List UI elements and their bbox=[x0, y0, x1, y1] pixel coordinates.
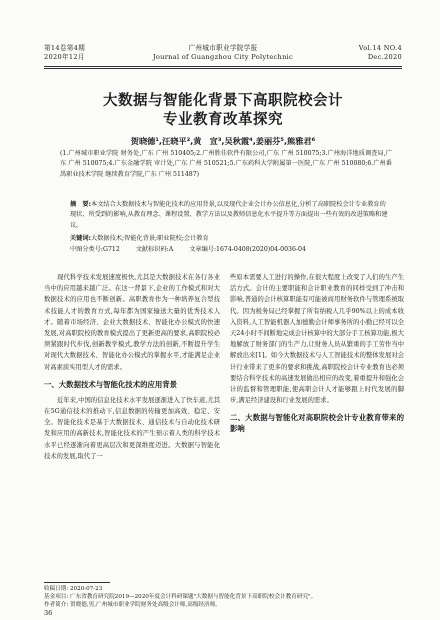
body-column-right bbox=[230, 272, 404, 439]
header-right bbox=[359, 44, 402, 62]
paragraph: 些原本需要人工进行的操作,在很大程度上改变了人们的生产生活方式。会计的主要职能和会计职业教育的同样受到了冲击和影响,普通的会计核算职能有可能被商用财务软件与管理系统取代。因为税务局已经掌握了所有纳税人几乎90%以上的成本收入资料,人工智能机器人加德勤会计师事务所的小勤已经可以全天24小时不间断地完成会计核算中的大部分手工核算功能,极大地解放了财务部门的生产力,让财务人员从繁重的手工劳作当中解放出来[1]。如今大数据技术与人工智能技术的整体发展对会计行业带来了更多的要求和挑战,高职院校会计专业教育也必须要结合科学技术的高速发展做出相应的改变,着重提升和强化会计的监督和管理职能,使高职会计人才能够跟上时代发展的脚步,满足经济建设和行业发展的需求。 bbox=[230, 274, 404, 405]
abstract-label: 摘 要: bbox=[70, 201, 92, 208]
footnote-author: 作者简介: 贺晓德,男,广州城市职业学院财务处高级会计师,高级经济师。 bbox=[44, 602, 221, 608]
journal-cn: 广州城市职业学院学报 bbox=[188, 44, 258, 52]
volume-en: Vol.14 NO.4 bbox=[358, 44, 402, 52]
paragraph: 近年来,中国的信息化技术水平发展逐渐进入了快车道,尤其在5G通信技术的推动下,信息数据的传输更加高效、稳定、安全。智能化技术是基于大数据技术、通信技术与自动化技术研发和应用的高新技术,智能化技术的产生预示着人类的科学技术水平已经逐渐向着更高层次和更深维度迈进。大数据与智能化技术的发展,取代了一 bbox=[44, 396, 220, 460]
page-title-line2: 专业教育改革探究 bbox=[163, 111, 283, 128]
authors: 贺晓德¹,汪晓平²,黄 宣³,吴秋霞⁴,姜丽芬⁵,熊雅君⁶ bbox=[130, 136, 316, 146]
body-column-left bbox=[44, 272, 220, 462]
page-title-line1: 大数据与智能化背景下高职院校会计 bbox=[103, 92, 343, 109]
section-heading-2: 二、大数据与智能化对高职院校会计专业教育带来的影响 bbox=[230, 413, 404, 434]
header-left bbox=[44, 44, 85, 62]
header-rule-thin bbox=[44, 68, 402, 69]
header-center bbox=[124, 44, 322, 62]
header-rule bbox=[44, 66, 402, 67]
clc-number: 中图分类号:G712 bbox=[70, 246, 120, 253]
date-en: Dec.2020 bbox=[367, 53, 402, 61]
keywords-text: 大数据技术;智能化背景;职业院校;会计教育 bbox=[91, 235, 209, 242]
abstract bbox=[70, 200, 390, 231]
affiliations: (1.广州城市职业学院 财务处,广东 广州 510405;2.广州胜佳软件有限公司,广东 广州 510075;3.广州海洋地质调查局,广东 广州 510075;4.广东金融学院 审计处,广东 广州 510521;5.广东药科大学附属第一医院,广东 广州 510080;6.广州番禺职业技术学院 继续教育学院,广东 广州 511487) bbox=[60, 150, 392, 178]
footnote-received: 收稿日期: 2020-07-23 bbox=[44, 586, 103, 592]
abstract-text: 本文结合大数据技术与智能化技术的应用背景,以及现代企业会计办公信息化,分析了高职院校会计专业教育的现状、所受到的影响,从教育理念、课程设置、教学方法以及教师信息化水平提升等方面提出一些有效的改进策略和建议。 bbox=[70, 201, 388, 229]
keywords-label: 关键词: bbox=[70, 235, 92, 242]
section-heading-1: 一、大数据技术与智能化技术的应用背景 bbox=[44, 379, 178, 389]
paragraph: 现代科学技术发展速度极快,尤其是大数据技术在各行各业当中的应用越来越广泛。在这一背景下,企业的工作模式和对大数据技术的应用也不断创新。高职教育作为一种培养复合型技术技能人才的教育方式,每年都为国家输送大量的优秀技术人才。随着市场经济、企业大数据技术、智能化办公模式的快速发展,对高职院校的教育模式提出了更新更高的要求,高职院校必须紧跟时代步伐,创新教学模式,教学方法的创新,不断提升学生对现代大数据技术、智能化办公模式的掌握水平,才能满足企业对高素质实用型人才的需求。 bbox=[44, 274, 220, 371]
keywords bbox=[70, 233, 390, 242]
footnote-rule bbox=[44, 582, 110, 583]
classification bbox=[70, 244, 400, 253]
doc-code: 文献标识码:A bbox=[135, 246, 174, 253]
volume-cn: 第14卷第4期 bbox=[44, 44, 86, 52]
date-cn: 2020年12月 bbox=[44, 53, 85, 61]
journal-en: Journal of Guangzhou City Polytechnic bbox=[152, 53, 294, 61]
running-header bbox=[44, 44, 402, 66]
page-number: 36 bbox=[44, 609, 53, 617]
footnote-fund: 基金项目: 广东省教育研究院2019—2020年度会计科研课题"大数据与智能化背景下高职院校会计教育研究"。 bbox=[44, 594, 317, 600]
article-number: 文章编号:1674-0408(2020)04-0036-04 bbox=[189, 246, 306, 253]
